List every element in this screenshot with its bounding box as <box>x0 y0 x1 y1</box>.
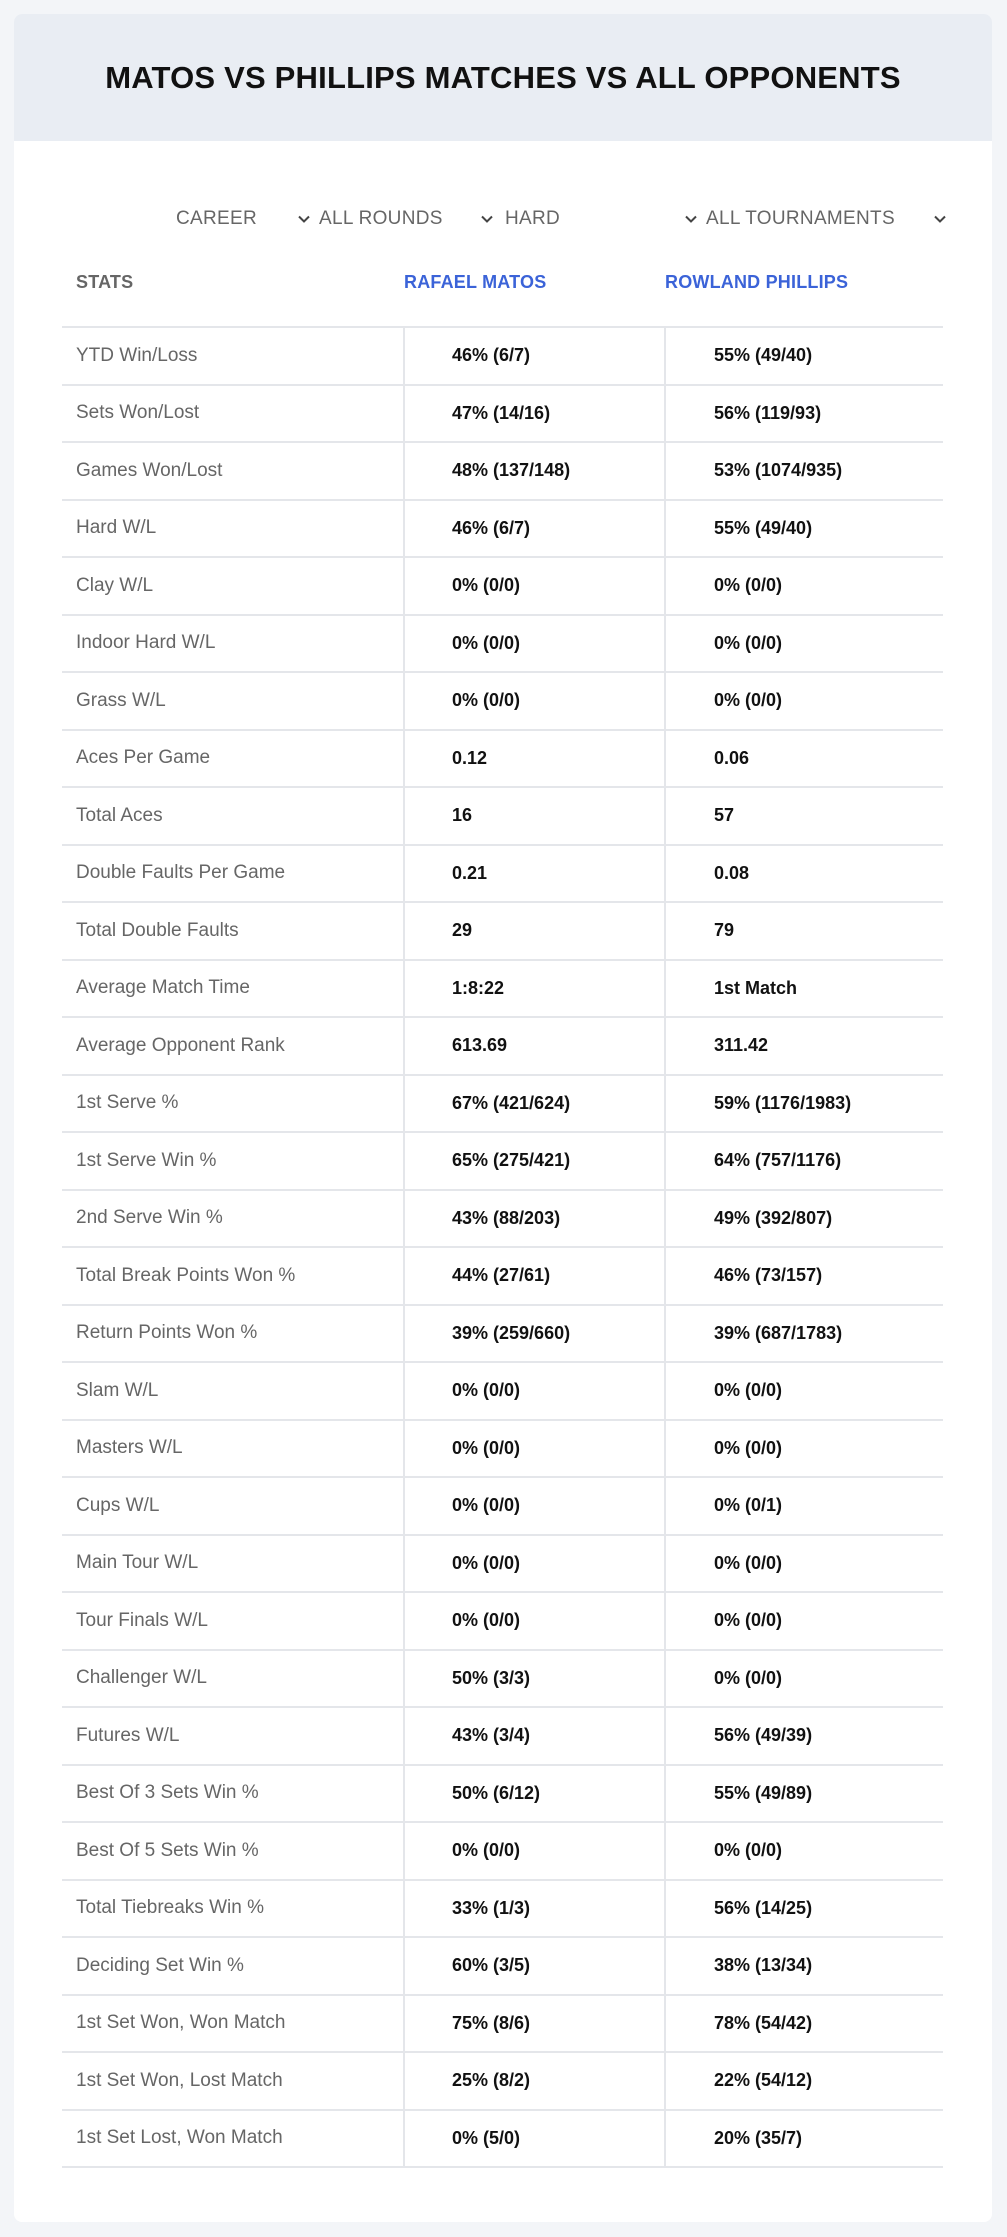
stat-label: Sets Won/Lost <box>76 402 200 424</box>
player2-value: 0% (0/0) <box>714 632 783 653</box>
column-divider <box>403 2053 405 2111</box>
column-divider <box>664 1881 666 1939</box>
stat-label: Tour Finals W/L <box>76 1609 208 1631</box>
chevron-down-icon <box>479 211 495 227</box>
column-divider <box>403 903 405 961</box>
table-row <box>62 501 943 559</box>
stats-card <box>14 14 992 2222</box>
player1-value: 67% (421/624) <box>452 1092 571 1113</box>
stat-label: Best Of 3 Sets Win % <box>76 1782 259 1804</box>
table-row <box>62 1306 943 1364</box>
stat-label: Average Match Time <box>76 977 250 999</box>
column-divider <box>664 501 666 559</box>
table-row <box>62 846 943 904</box>
table-row <box>62 1651 943 1709</box>
column-divider <box>403 2111 405 2169</box>
column-divider <box>403 616 405 674</box>
player2-value: 53% (1074/935) <box>714 460 843 481</box>
table-row <box>62 788 943 846</box>
column-divider <box>403 1248 405 1306</box>
column-divider <box>664 386 666 444</box>
player2-value: 0.08 <box>714 862 750 883</box>
player1-value: 0% (0/0) <box>452 1840 521 1861</box>
player2-value: 0% (0/0) <box>714 690 783 711</box>
player1-value: 43% (3/4) <box>452 1725 531 1746</box>
player1-value: 33% (1/3) <box>452 1897 531 1918</box>
page-header <box>14 14 992 141</box>
chevron-down-icon <box>683 211 699 227</box>
stat-label: Double Faults Per Game <box>76 862 286 884</box>
column-divider <box>403 1363 405 1421</box>
stat-label: 1st Set Won, Won Match <box>76 2012 286 2034</box>
player1-value: 50% (6/12) <box>452 1782 541 1803</box>
table-header <box>62 245 943 328</box>
player1-value: 0% (0/0) <box>452 1495 521 1516</box>
stat-label: Return Points Won % <box>76 1322 258 1344</box>
table-row <box>62 961 943 1019</box>
table-row <box>62 2111 943 2169</box>
column-divider <box>403 1938 405 1996</box>
stat-label: 1st Serve % <box>76 1092 179 1114</box>
player2-value: 38% (13/34) <box>714 1955 813 1976</box>
column-divider <box>403 1076 405 1134</box>
table-row <box>62 1823 943 1881</box>
stat-label: Total Break Points Won % <box>76 1264 296 1286</box>
column-divider <box>664 788 666 846</box>
player1-value: 43% (88/203) <box>452 1207 561 1228</box>
player1-value: 0% (5/0) <box>452 2127 521 2148</box>
player2-value: 79 <box>714 920 735 941</box>
player2-value: 46% (73/157) <box>714 1265 823 1286</box>
stat-label: Indoor Hard W/L <box>76 632 216 654</box>
table-row <box>62 1133 943 1191</box>
player2-value: 56% (14/25) <box>714 1897 813 1918</box>
player2-value: 78% (54/42) <box>714 2012 813 2033</box>
table-row <box>62 386 943 444</box>
player2-value: 0.06 <box>714 747 750 768</box>
player1-value: 65% (275/421) <box>452 1150 571 1171</box>
player2-value: 0% (0/0) <box>714 1840 783 1861</box>
column-divider <box>664 1018 666 1076</box>
player2-value: 55% (49/40) <box>714 345 813 366</box>
player1-value: 75% (8/6) <box>452 2012 531 2033</box>
player2-value: 0% (0/1) <box>714 1495 783 1516</box>
column-divider <box>664 558 666 616</box>
column-divider <box>664 961 666 1019</box>
player2-value: 311.42 <box>714 1035 769 1056</box>
column-divider <box>403 1018 405 1076</box>
player2-link[interactable]: ROWLAND PHILLIPS <box>665 272 849 292</box>
column-divider <box>403 558 405 616</box>
stat-label: Total Aces <box>76 804 163 826</box>
player2-value: 59% (1176/1983) <box>714 1092 852 1113</box>
column-divider <box>664 1421 666 1479</box>
player2-value: 0% (0/0) <box>714 1380 783 1401</box>
table-row <box>62 1766 943 1824</box>
stat-label: Futures W/L <box>76 1724 180 1746</box>
column-divider <box>403 1306 405 1364</box>
player1-value: 0% (0/0) <box>452 690 521 711</box>
column-divider <box>664 1363 666 1421</box>
column-divider <box>403 961 405 1019</box>
player1-value: 48% (137/148) <box>452 460 571 481</box>
table-row <box>62 1593 943 1651</box>
player2-value: 0% (0/0) <box>714 575 783 596</box>
column-divider <box>403 1421 405 1479</box>
stat-label: Games Won/Lost <box>76 459 223 481</box>
column-divider <box>403 731 405 789</box>
table-row <box>62 731 943 789</box>
stat-label: Average Opponent Rank <box>76 1034 285 1056</box>
stat-label: Masters W/L <box>76 1437 183 1459</box>
player1-value: 0% (0/0) <box>452 1610 521 1631</box>
column-divider <box>664 1478 666 1536</box>
player2-value: 55% (49/40) <box>714 517 813 538</box>
column-divider <box>664 1536 666 1594</box>
stat-label: Grass W/L <box>76 689 166 711</box>
column-divider <box>664 673 666 731</box>
stat-label: Best Of 5 Sets Win % <box>76 1839 259 1861</box>
stat-label: Total Double Faults <box>76 919 239 941</box>
table-row <box>62 558 943 616</box>
column-divider <box>664 328 666 386</box>
column-divider <box>403 1996 405 2054</box>
rounds-dropdown[interactable] <box>319 194 499 244</box>
table-row <box>62 1421 943 1479</box>
table-row <box>62 673 943 731</box>
column-divider <box>403 1708 405 1766</box>
page-title: MATOS VS PHILLIPS MATCHES VS ALL OPPONENTS <box>105 59 901 95</box>
table-row <box>62 1191 943 1249</box>
tournaments-value: ALL TOURNAMENTS <box>706 208 895 229</box>
table-body <box>62 328 943 2168</box>
table-row <box>62 1536 943 1594</box>
stats-table <box>62 245 943 2168</box>
player2-value: 0% (0/0) <box>714 1437 783 1458</box>
table-row <box>62 1996 943 2054</box>
column-divider <box>403 1651 405 1709</box>
player2-value: 20% (35/7) <box>714 2127 803 2148</box>
player1-value: 46% (6/7) <box>452 345 531 366</box>
tournaments-dropdown[interactable] <box>706 194 956 244</box>
column-divider <box>664 1593 666 1651</box>
chevron-down-icon <box>932 211 948 227</box>
column-divider <box>664 1076 666 1134</box>
player2-value: 1st Match <box>714 977 798 998</box>
column-divider <box>403 386 405 444</box>
column-divider <box>403 788 405 846</box>
column-divider <box>403 1536 405 1594</box>
column-divider <box>664 1823 666 1881</box>
column-divider <box>403 1478 405 1536</box>
player1-value: 0% (0/0) <box>452 632 521 653</box>
column-divider <box>664 1708 666 1766</box>
column-divider <box>664 903 666 961</box>
player2-value: 55% (49/89) <box>714 1782 813 1803</box>
column-divider <box>664 1191 666 1249</box>
column-divider <box>403 1191 405 1249</box>
player2-value: 56% (119/93) <box>714 402 822 423</box>
column-divider <box>664 2053 666 2111</box>
player1-value: 1:8:22 <box>452 977 505 998</box>
column-divider <box>664 443 666 501</box>
column-divider <box>403 673 405 731</box>
table-row <box>62 1881 943 1939</box>
column-divider <box>403 1593 405 1651</box>
stats-column-header: STATS <box>76 272 134 292</box>
column-divider <box>403 846 405 904</box>
player1-value: 0% (0/0) <box>452 575 521 596</box>
table-row <box>62 1478 943 1536</box>
column-divider <box>403 1133 405 1191</box>
player1-value: 60% (3/5) <box>452 1955 531 1976</box>
player2-value: 56% (49/39) <box>714 1725 813 1746</box>
stat-label: Total Tiebreaks Win % <box>76 1897 264 1919</box>
stat-label: 1st Serve Win % <box>76 1149 217 1171</box>
stat-label: 1st Set Won, Lost Match <box>76 2069 283 2091</box>
player1-value: 25% (8/2) <box>452 2070 531 2091</box>
table-row <box>62 616 943 674</box>
column-divider <box>403 501 405 559</box>
stat-label: YTD Win/Loss <box>76 344 198 366</box>
column-divider <box>664 846 666 904</box>
table-row <box>62 1363 943 1421</box>
player1-link[interactable]: RAFAEL MATOS <box>404 272 547 292</box>
table-row <box>62 1248 943 1306</box>
player1-value: 16 <box>452 805 473 826</box>
player1-value: 47% (14/16) <box>452 402 551 423</box>
table-row <box>62 903 943 961</box>
player2-value: 49% (392/807) <box>714 1207 833 1228</box>
rounds-value: ALL ROUNDS <box>319 208 443 229</box>
table-row <box>62 443 943 501</box>
player1-value: 0% (0/0) <box>452 1380 521 1401</box>
column-divider <box>664 1133 666 1191</box>
player1-value: 44% (27/61) <box>452 1265 551 1286</box>
stat-label: Hard W/L <box>76 517 157 539</box>
player1-value: 0% (0/0) <box>452 1437 521 1458</box>
column-divider <box>403 1823 405 1881</box>
table-row <box>62 2053 943 2111</box>
player1-value: 39% (259/660) <box>452 1322 571 1343</box>
chevron-down-icon <box>296 211 312 227</box>
stat-label: Clay W/L <box>76 574 154 596</box>
player1-value: 0.21 <box>452 862 488 883</box>
column-divider <box>403 1766 405 1824</box>
table-row <box>62 1938 943 1996</box>
column-divider <box>664 2111 666 2169</box>
period-dropdown[interactable] <box>176 194 316 244</box>
stat-label: Aces Per Game <box>76 747 211 769</box>
stat-label: 2nd Serve Win % <box>76 1207 223 1229</box>
column-divider <box>403 1881 405 1939</box>
surface-dropdown[interactable] <box>505 194 705 244</box>
surface-value: HARD <box>505 208 561 229</box>
period-value: CAREER <box>176 208 257 229</box>
table-row <box>62 328 943 386</box>
column-divider <box>664 1996 666 2054</box>
stat-label: Deciding Set Win % <box>76 1954 244 1976</box>
column-divider <box>664 1248 666 1306</box>
player2-value: 22% (54/12) <box>714 2070 813 2091</box>
player1-value: 0.12 <box>452 747 488 768</box>
player2-value: 64% (757/1176) <box>714 1150 842 1171</box>
table-row <box>62 1076 943 1134</box>
table-row <box>62 1708 943 1766</box>
stat-label: Main Tour W/L <box>76 1552 199 1574</box>
table-row <box>62 1018 943 1076</box>
stat-label: Slam W/L <box>76 1379 159 1401</box>
player1-value: 46% (6/7) <box>452 517 531 538</box>
player2-value: 0% (0/0) <box>714 1552 783 1573</box>
player1-value: 29 <box>452 920 473 941</box>
player1-value: 50% (3/3) <box>452 1667 531 1688</box>
stat-label: Challenger W/L <box>76 1667 207 1689</box>
player2-value: 57 <box>714 805 735 826</box>
player2-value: 39% (687/1783) <box>714 1322 843 1343</box>
stat-label: 1st Set Lost, Won Match <box>76 2127 283 2149</box>
player1-value: 613.69 <box>452 1035 508 1056</box>
column-divider <box>403 328 405 386</box>
player2-value: 0% (0/0) <box>714 1610 783 1631</box>
column-divider <box>664 1938 666 1996</box>
player2-value: 0% (0/0) <box>714 1667 783 1688</box>
column-divider <box>664 1306 666 1364</box>
player1-value: 0% (0/0) <box>452 1552 521 1573</box>
stat-label: Cups W/L <box>76 1494 160 1516</box>
column-divider <box>664 1651 666 1709</box>
column-divider <box>664 616 666 674</box>
column-divider <box>664 731 666 789</box>
filter-bar <box>14 194 992 244</box>
column-divider <box>664 1766 666 1824</box>
column-divider <box>403 443 405 501</box>
